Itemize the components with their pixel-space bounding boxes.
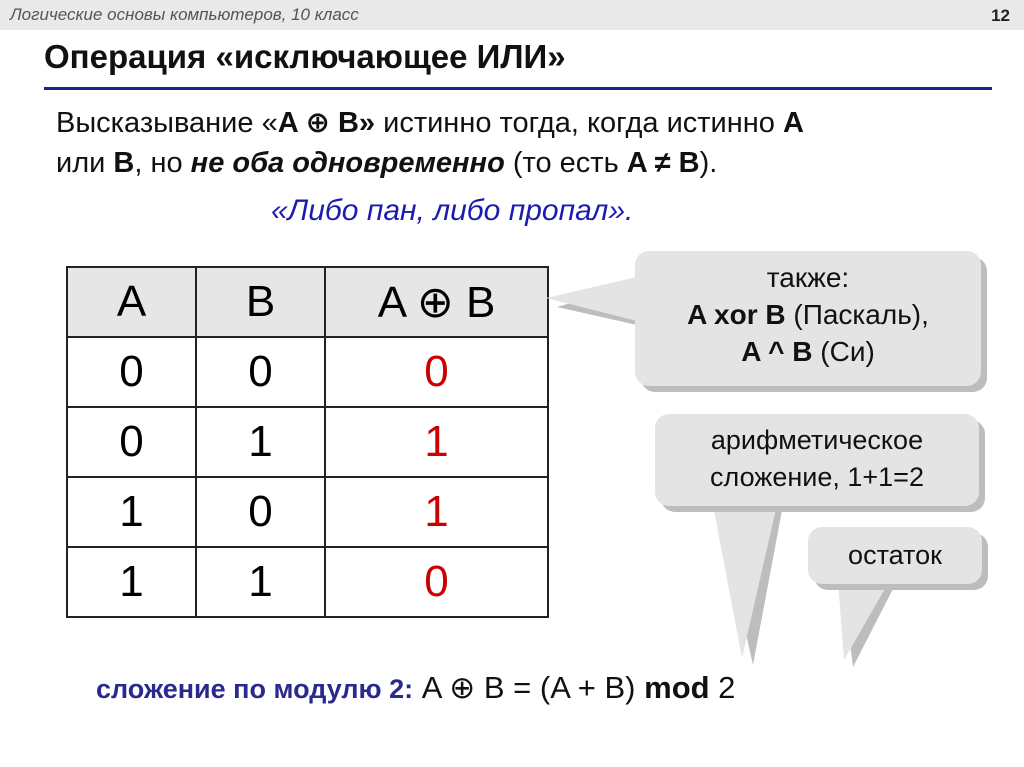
cell-result: 1 [325, 407, 548, 477]
also-line1: также: [766, 262, 850, 293]
para-bold-b: B [113, 147, 135, 179]
formula-right: 2 [709, 670, 736, 705]
cell-a: 1 [67, 547, 196, 617]
para-emphasis: не оба одновременно [190, 147, 505, 179]
formula-left: A ⊕ B = (A + B) [413, 670, 645, 705]
also-c: (Си) [812, 336, 875, 367]
para-text-3: или [56, 147, 114, 179]
arith-line1: арифметическое [710, 425, 924, 455]
cell-result: 0 [325, 547, 548, 617]
arith-line2: сложение, 1+1=2 [710, 462, 924, 492]
cell-b: 1 [196, 547, 325, 617]
cell-b: 0 [196, 337, 325, 407]
callout-also [635, 251, 981, 386]
course-title: Логические основы компьютеров, 10 класс [10, 5, 359, 24]
also-line2 [635, 296, 981, 333]
slide-number: 12 [991, 6, 1010, 25]
cell-a: 0 [67, 337, 196, 407]
cell-a: 1 [67, 477, 196, 547]
cell-a: 0 [67, 407, 196, 477]
cell-result: 1 [325, 477, 548, 547]
para-text-1: Высказывание « [56, 107, 278, 139]
saying-quote: «Либо пан, либо пропал». [271, 194, 634, 227]
also-pascal: (Паскаль), [785, 299, 929, 330]
formula-label: сложение по модулю 2: [96, 674, 414, 704]
header-cell-a: A [67, 267, 196, 337]
also-line3 [635, 333, 981, 370]
header-cell-b: B [196, 267, 325, 337]
para-text-6: ). [699, 147, 718, 179]
cell-b: 1 [196, 407, 325, 477]
cell-result: 0 [325, 337, 548, 407]
also-xor-bold: A xor B [687, 299, 786, 330]
also-caret-bold: A ^ B [741, 336, 813, 367]
para-bold-a: A [782, 107, 804, 139]
formula-mod: mod [644, 670, 710, 705]
mod2-formula [96, 670, 735, 706]
slide-title: Операция «исключающее ИЛИ» [44, 38, 566, 75]
callout-remainder: остаток [808, 527, 982, 584]
para-bold-neq: A ≠ B [626, 147, 700, 179]
tail-remainder [838, 580, 890, 660]
para-text-5: (то есть [504, 147, 627, 179]
para-text-2: истинно тогда, когда истинно [375, 107, 783, 139]
para-bold-expression: A ⊕ B» [277, 107, 376, 139]
callout-arithmetic [655, 414, 979, 506]
para-text-4: , но [134, 147, 191, 179]
header-cell-xor: A ⊕ B [325, 267, 548, 337]
cell-b: 0 [196, 477, 325, 547]
